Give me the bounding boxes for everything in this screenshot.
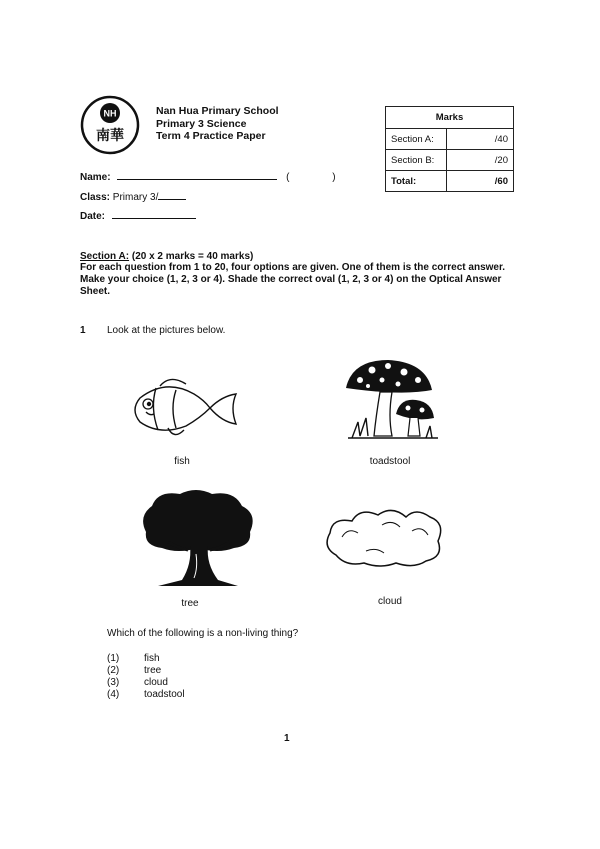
section-a-instructions: For each question from 1 to 20, four options are given. One of them is the correct answer. Make your choice (1, 2, 3 or 4). Shade the correct oval (1, 2, 3 or 4) on the Optical Answer Sheet. bbox=[80, 262, 506, 297]
picture-label-tree: tree bbox=[181, 598, 199, 609]
option-number: (2) bbox=[107, 665, 120, 676]
class-field[interactable] bbox=[80, 190, 186, 203]
picture-label-cloud: cloud bbox=[378, 596, 402, 607]
marks-row bbox=[386, 129, 514, 150]
date-blank[interactable] bbox=[112, 209, 196, 219]
paren-close: ) bbox=[332, 172, 336, 183]
marks-value: /20 bbox=[447, 150, 514, 171]
section-a-marks: (20 x 2 marks = 40 marks) bbox=[131, 251, 254, 262]
option-text: tree bbox=[144, 665, 162, 676]
marks-value: /40 bbox=[447, 129, 514, 150]
school-info bbox=[156, 105, 279, 143]
paper-title: Term 4 Practice Paper bbox=[156, 130, 266, 142]
option-3[interactable] bbox=[107, 677, 168, 689]
class-blank[interactable] bbox=[158, 190, 186, 200]
option-text: cloud bbox=[144, 677, 168, 688]
class-value: Primary 3/ bbox=[112, 192, 159, 203]
marks-label: Total: bbox=[386, 171, 447, 192]
tree-icon bbox=[138, 488, 258, 590]
class-label: Class: bbox=[80, 192, 111, 203]
option-4[interactable] bbox=[107, 689, 185, 701]
date-label: Date: bbox=[80, 211, 106, 222]
name-field[interactable] bbox=[80, 170, 336, 183]
picture-label-fish: fish bbox=[174, 456, 190, 467]
fish-icon bbox=[126, 372, 242, 444]
marks-row bbox=[386, 171, 514, 192]
toadstool-icon bbox=[342, 356, 440, 442]
option-number: (1) bbox=[107, 653, 120, 664]
marks-label: Section A: bbox=[386, 129, 447, 150]
date-field[interactable] bbox=[80, 209, 196, 222]
paren-open: ( bbox=[286, 172, 290, 183]
section-a-title: Section A: bbox=[80, 251, 130, 262]
school-name: Nan Hua Primary School bbox=[156, 105, 279, 117]
subject: Primary 3 Science bbox=[156, 117, 247, 130]
school-logo-icon bbox=[80, 95, 140, 155]
question-text: Which of the following is a non-living thing? bbox=[107, 628, 299, 639]
cloud-icon bbox=[322, 503, 446, 573]
option-2[interactable] bbox=[107, 665, 161, 677]
picture-label-toadstool: toadstool bbox=[369, 456, 411, 467]
name-label: Name: bbox=[80, 172, 111, 183]
option-number: (4) bbox=[107, 689, 120, 700]
marks-title: Marks bbox=[386, 107, 514, 129]
option-text: fish bbox=[144, 653, 160, 664]
logo-initials: NH bbox=[103, 108, 117, 119]
question-prompt: Look at the pictures below. bbox=[107, 325, 226, 336]
marks-value: /60 bbox=[447, 171, 514, 192]
section-a-heading bbox=[80, 251, 253, 262]
page-number: 1 bbox=[284, 733, 290, 744]
option-1[interactable] bbox=[107, 653, 160, 665]
logo-chinese: 南華 bbox=[96, 128, 124, 144]
name-blank[interactable] bbox=[117, 170, 277, 180]
option-number: (3) bbox=[107, 677, 120, 688]
marks-table bbox=[385, 106, 514, 192]
marks-label: Section B: bbox=[386, 150, 447, 171]
marks-row bbox=[386, 150, 514, 171]
option-text: toadstool bbox=[144, 689, 185, 700]
question-number: 1 bbox=[80, 325, 86, 336]
